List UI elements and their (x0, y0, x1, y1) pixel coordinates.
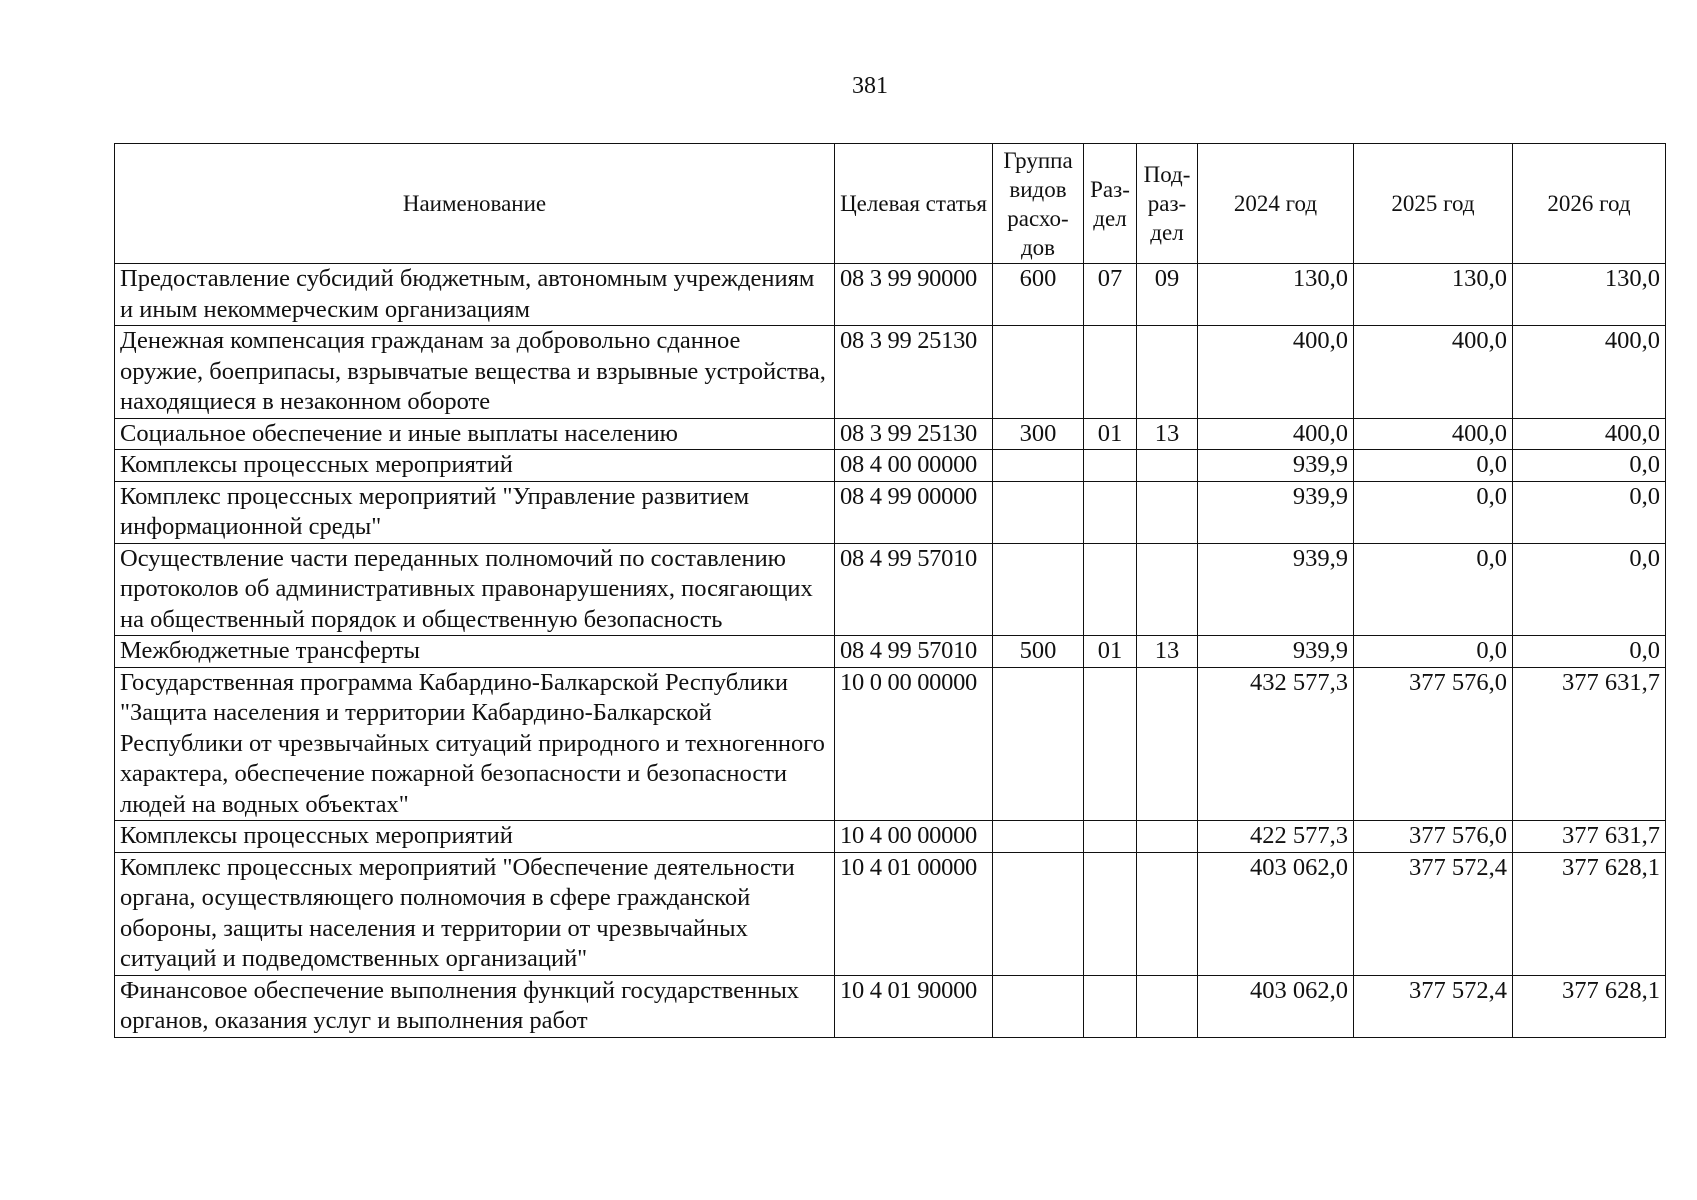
table-row (115, 667, 1666, 821)
cell-2024: 130,0 (1198, 264, 1354, 326)
page-number: 381 (852, 73, 888, 99)
cell-target-article: 10 4 01 00000 (835, 852, 993, 975)
cell-expense-group (993, 975, 1084, 1037)
cell-expense-group (993, 450, 1084, 482)
cell-expense-group (993, 667, 1084, 821)
table-row (115, 543, 1666, 636)
cell-2024: 939,9 (1198, 481, 1354, 543)
cell-2026: 377 631,7 (1513, 821, 1666, 853)
cell-name: Комплекс процессных мероприятий "Управление развитием информационной среды" (115, 481, 835, 543)
table-row (115, 821, 1666, 853)
table-row (115, 636, 1666, 668)
cell-target-article: 08 4 99 57010 (835, 543, 993, 636)
cell-2024: 403 062,0 (1198, 852, 1354, 975)
cell-expense-group (993, 821, 1084, 853)
cell-target-article: 08 4 99 57010 (835, 636, 993, 668)
cell-subsection (1137, 481, 1198, 543)
cell-2024: 939,9 (1198, 636, 1354, 668)
table-row (115, 481, 1666, 543)
cell-expense-group (993, 481, 1084, 543)
cell-name: Денежная компенсация гражданам за добровольно сданное оружие, боеприпасы, взрывчатые вещества и взрывные устройства, находящиеся в незаконном обороте (115, 326, 835, 419)
cell-2024: 400,0 (1198, 418, 1354, 450)
cell-section (1084, 975, 1137, 1037)
cell-2025: 377 576,0 (1354, 667, 1513, 821)
cell-subsection (1137, 852, 1198, 975)
table-row (115, 852, 1666, 975)
header-subsection: Под-раз-дел (1137, 144, 1198, 264)
cell-name: Комплексы процессных мероприятий (115, 821, 835, 853)
cell-expense-group: 500 (993, 636, 1084, 668)
table-row (115, 264, 1666, 326)
cell-subsection: 09 (1137, 264, 1198, 326)
header-target-article: Целевая статья (835, 144, 993, 264)
header-expense-group: Группа видов расхо-дов (993, 144, 1084, 264)
cell-2025: 400,0 (1354, 326, 1513, 419)
cell-2026: 400,0 (1513, 418, 1666, 450)
cell-2024: 403 062,0 (1198, 975, 1354, 1037)
cell-target-article: 08 3 99 25130 (835, 326, 993, 419)
cell-2026: 0,0 (1513, 481, 1666, 543)
cell-2026: 377 628,1 (1513, 975, 1666, 1037)
cell-2024: 432 577,3 (1198, 667, 1354, 821)
cell-expense-group: 600 (993, 264, 1084, 326)
cell-target-article: 10 4 00 00000 (835, 821, 993, 853)
cell-name: Осуществление части переданных полномочий по составлению протоколов об административных правонарушениях, посягающих на общественный порядок и общественную безопасность (115, 543, 835, 636)
cell-target-article: 08 3 99 25130 (835, 418, 993, 450)
cell-section (1084, 667, 1137, 821)
cell-2025: 0,0 (1354, 481, 1513, 543)
cell-section: 01 (1084, 418, 1137, 450)
budget-table (114, 143, 1666, 1038)
cell-target-article: 10 0 00 00000 (835, 667, 993, 821)
table-header-row (115, 144, 1666, 264)
cell-2025: 0,0 (1354, 636, 1513, 668)
cell-2026: 130,0 (1513, 264, 1666, 326)
table-row (115, 326, 1666, 419)
cell-2025: 0,0 (1354, 450, 1513, 482)
cell-section (1084, 326, 1137, 419)
cell-target-article: 08 4 99 00000 (835, 481, 993, 543)
cell-name: Предоставление субсидий бюджетным, автономным учреждениям и иным некоммерческим организациям (115, 264, 835, 326)
cell-subsection (1137, 543, 1198, 636)
cell-target-article: 08 4 00 00000 (835, 450, 993, 482)
cell-subsection (1137, 667, 1198, 821)
cell-expense-group (993, 543, 1084, 636)
cell-subsection (1137, 975, 1198, 1037)
cell-subsection (1137, 326, 1198, 419)
cell-2025: 377 572,4 (1354, 975, 1513, 1037)
cell-section: 07 (1084, 264, 1137, 326)
cell-name: Финансовое обеспечение выполнения функций государственных органов, оказания услуг и выполнения работ (115, 975, 835, 1037)
cell-2024: 422 577,3 (1198, 821, 1354, 853)
header-2026: 2026 год (1513, 144, 1666, 264)
cell-subsection: 13 (1137, 418, 1198, 450)
cell-section (1084, 852, 1137, 975)
cell-2026: 400,0 (1513, 326, 1666, 419)
header-name: Наименование (115, 144, 835, 264)
cell-2025: 130,0 (1354, 264, 1513, 326)
table-row (115, 418, 1666, 450)
cell-name: Комплексы процессных мероприятий (115, 450, 835, 482)
cell-name: Межбюджетные трансферты (115, 636, 835, 668)
cell-subsection (1137, 821, 1198, 853)
header-2025: 2025 год (1354, 144, 1513, 264)
cell-target-article: 10 4 01 90000 (835, 975, 993, 1037)
header-2024: 2024 год (1198, 144, 1354, 264)
cell-2024: 939,9 (1198, 450, 1354, 482)
cell-2026: 0,0 (1513, 450, 1666, 482)
cell-2024: 939,9 (1198, 543, 1354, 636)
cell-section (1084, 821, 1137, 853)
cell-2025: 377 572,4 (1354, 852, 1513, 975)
cell-section (1084, 481, 1137, 543)
cell-2026: 377 631,7 (1513, 667, 1666, 821)
cell-name: Государственная программа Кабардино-Балкарской Республики "Защита населения и территории Кабардино-Балкарской Республики от чрезвычайных ситуаций природного и техногенного характера, обеспечение пожарной безопасности и безопасности людей на водных объектах" (115, 667, 835, 821)
cell-2026: 0,0 (1513, 543, 1666, 636)
cell-expense-group: 300 (993, 418, 1084, 450)
cell-subsection (1137, 450, 1198, 482)
cell-2024: 400,0 (1198, 326, 1354, 419)
cell-section: 01 (1084, 636, 1137, 668)
table-row (115, 450, 1666, 482)
table-row (115, 975, 1666, 1037)
cell-subsection: 13 (1137, 636, 1198, 668)
cell-2025: 0,0 (1354, 543, 1513, 636)
cell-2026: 377 628,1 (1513, 852, 1666, 975)
cell-2025: 377 576,0 (1354, 821, 1513, 853)
cell-expense-group (993, 326, 1084, 419)
cell-section (1084, 450, 1137, 482)
header-section: Раз-дел (1084, 144, 1137, 264)
cell-target-article: 08 3 99 90000 (835, 264, 993, 326)
table-body (115, 264, 1666, 1038)
cell-expense-group (993, 852, 1084, 975)
cell-2025: 400,0 (1354, 418, 1513, 450)
cell-name: Социальное обеспечение и иные выплаты населению (115, 418, 835, 450)
cell-section (1084, 543, 1137, 636)
cell-name: Комплекс процессных мероприятий "Обеспечение деятельности органа, осуществляющего полномочия в сфере гражданской обороны, защиты населения и территории от чрезвычайных ситуаций и подведомственных организаций" (115, 852, 835, 975)
cell-2026: 0,0 (1513, 636, 1666, 668)
